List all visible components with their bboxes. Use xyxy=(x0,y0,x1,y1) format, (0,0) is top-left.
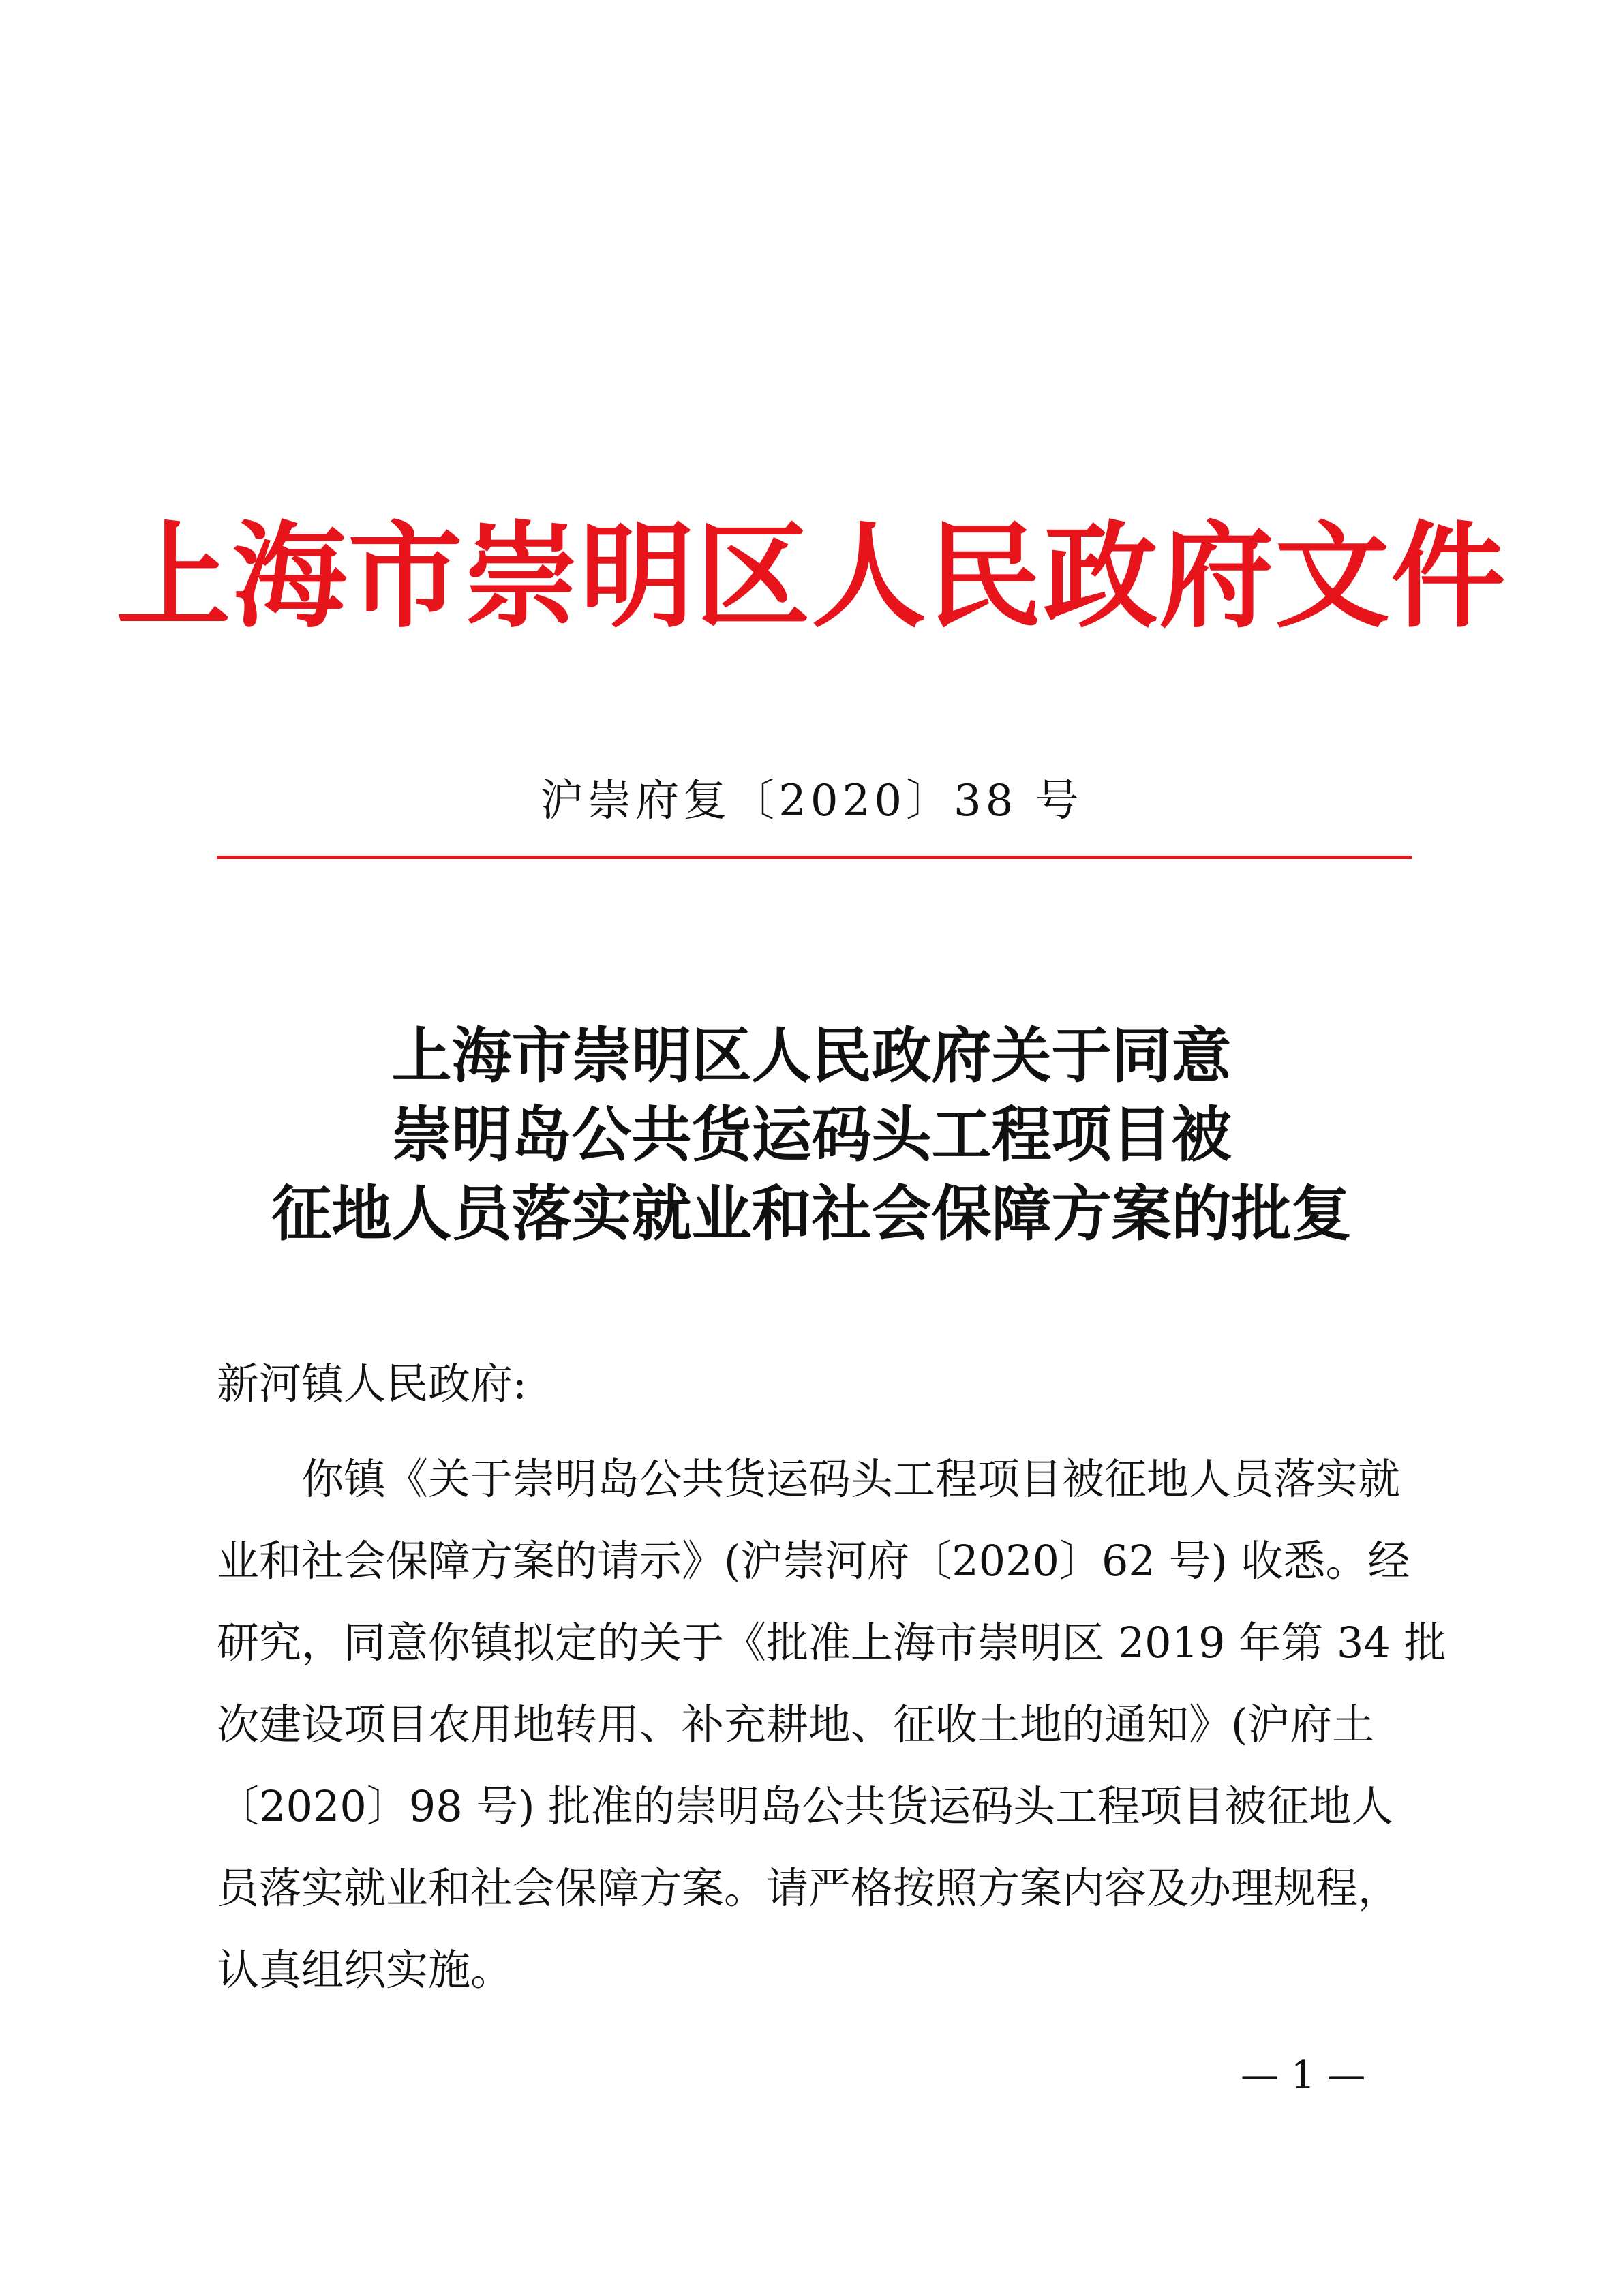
body-line: 研究，同意你镇拟定的关于《批准上海市崇明区 2019 年第 34 批 xyxy=(217,1618,1446,1667)
title-line: 上海市崇明区人民政府关于同意 xyxy=(391,1020,1232,1091)
body-line: 业和社会保障方案的请示》(沪崇河府〔2020〕62 号) 收悉。经 xyxy=(217,1536,1410,1586)
document-number: 沪崇府复〔2020〕38 号 xyxy=(540,776,1083,826)
document-title xyxy=(0,1016,1623,1253)
salutation: 新河镇人民政府: xyxy=(217,1359,527,1408)
page-number: — 1 — xyxy=(1241,2053,1366,2098)
title-line: 征地人员落实就业和社会保障方案的批复 xyxy=(271,1178,1352,1249)
red-divider-line xyxy=(217,856,1412,859)
body-line: 员落实就业和社会保障方案。请严格按照方案内容及办理规程， xyxy=(217,1863,1401,1913)
title-line: 崇明岛公共货运码头工程项目被 xyxy=(391,1099,1232,1170)
body-line: 认真组织实施。 xyxy=(217,1945,513,1995)
letter-body xyxy=(217,1438,1446,2011)
body-line: 你镇《关于崇明岛公共货运码头工程项目被征地人员落实就 xyxy=(217,1454,1401,1504)
body-line: 〔2020〕98 号) 批准的崇明岛公共货运码头工程项目被征地人 xyxy=(217,1781,1394,1831)
issuing-authority-header: 上海市崇明区人民政府文件 xyxy=(116,509,1507,644)
body-line: 次建设项目农用地转用、补充耕地、征收土地的通知》(沪府土 xyxy=(217,1700,1375,1749)
